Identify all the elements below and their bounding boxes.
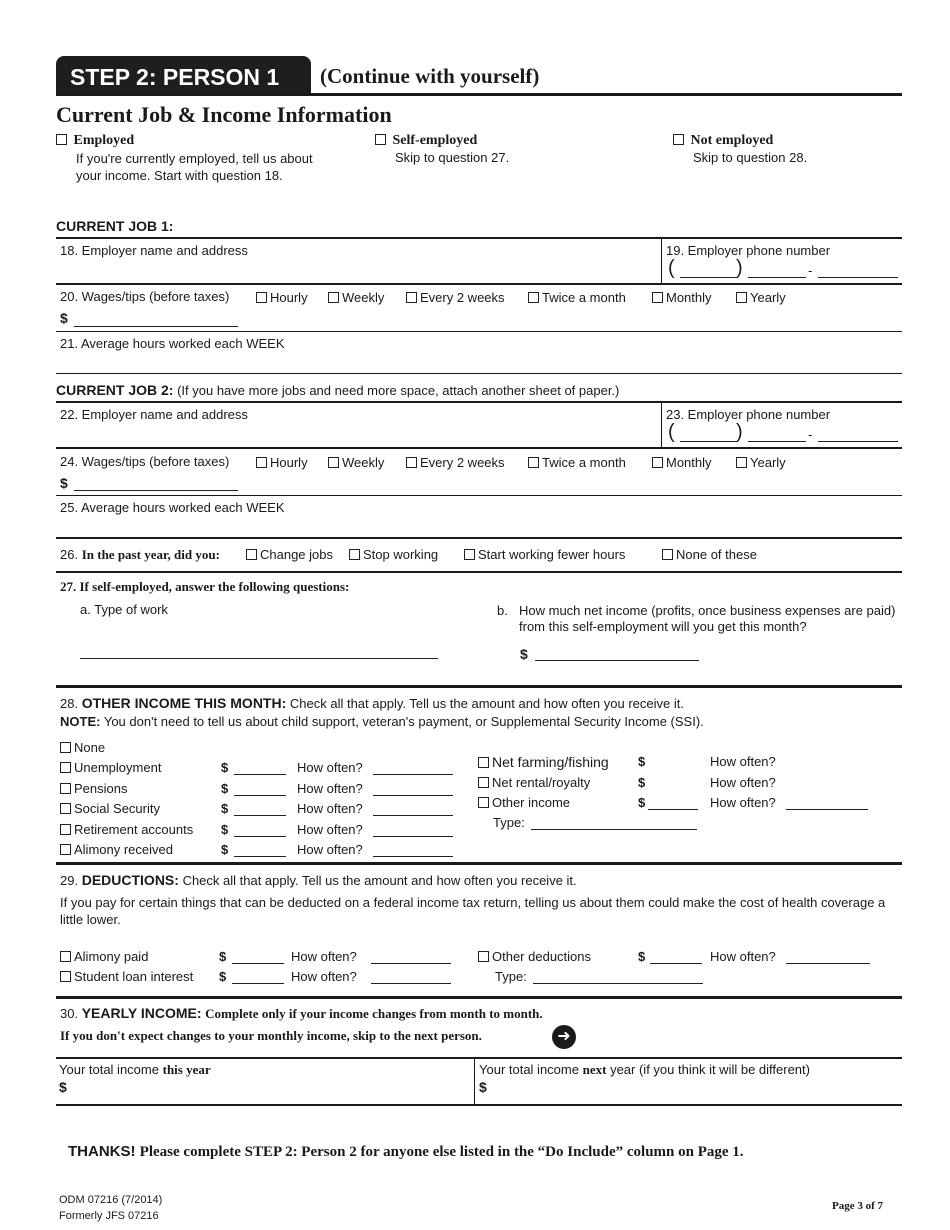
q28-rule bbox=[56, 862, 902, 865]
q26-number: 26. bbox=[60, 547, 79, 562]
q26-stop-working[interactable]: Stop working bbox=[349, 547, 438, 562]
footer-page: Page 3 of 7 bbox=[832, 1200, 884, 1212]
q27b-letter: b. bbox=[497, 603, 508, 618]
phone-paren-open: ( bbox=[668, 257, 675, 279]
q29-student-loan[interactable]: Student loan interest $ How often? bbox=[60, 969, 460, 987]
q30-top-rule bbox=[56, 1057, 902, 1059]
q27b-dollar: $ bbox=[520, 646, 528, 662]
q25-label: 25. Average hours worked each WEEK bbox=[60, 500, 285, 515]
q20-hourly[interactable]: Hourly bbox=[256, 290, 308, 305]
job2-top-rule bbox=[56, 401, 902, 403]
footer-form-id: ODM 07216 (7/2014) bbox=[59, 1194, 163, 1206]
job1-heading: CURRENT JOB 1: bbox=[56, 218, 174, 234]
employed-text: If you're currently employed, tell us about your income. Start with question 18. bbox=[76, 151, 313, 183]
job2-rule-4 bbox=[56, 537, 902, 539]
q30-skip: If you don't expect changes to your monthly income, skip to the next person. bbox=[60, 1028, 482, 1043]
q20-dollar: $ bbox=[60, 310, 68, 326]
q24-every-2-weeks[interactable]: Every 2 weeks bbox=[406, 455, 505, 470]
q26-rule bbox=[56, 571, 902, 573]
q30-this-year[interactable]: Your total income this year $ bbox=[59, 1062, 211, 1095]
q26-row bbox=[60, 547, 900, 565]
job1-top-rule bbox=[56, 237, 902, 239]
job1-rule-3 bbox=[56, 331, 902, 332]
q22-label: 22. Employer name and address bbox=[60, 407, 248, 422]
not-employed-label: Not employed bbox=[690, 133, 774, 148]
q20-every-2-weeks[interactable]: Every 2 weeks bbox=[406, 290, 505, 305]
q27-rule bbox=[56, 685, 902, 688]
self-employed-text: Skip to question 27. bbox=[395, 150, 510, 165]
q20-frequency bbox=[256, 290, 856, 308]
job2-divider bbox=[661, 403, 662, 447]
q30-next-year[interactable]: Your total income next year (if you think it will be different) $ bbox=[479, 1062, 810, 1095]
job2-rule-2 bbox=[56, 447, 902, 449]
q29-other-type[interactable]: Type: bbox=[495, 969, 795, 987]
q26-change-jobs[interactable]: Change jobs bbox=[246, 547, 333, 562]
q20-twice-a-month[interactable]: Twice a month bbox=[528, 290, 626, 305]
q20-monthly[interactable]: Monthly bbox=[652, 290, 712, 305]
q27b-amount-field[interactable] bbox=[535, 660, 699, 661]
q29-paragraph: If you pay for certain things that can be deducted on a federal income tax return, telling us about them could make the cost of health coverage a little lower. bbox=[60, 895, 886, 927]
q20-label: 20. Wages/tips (before taxes) bbox=[60, 289, 230, 304]
q21-label: 21. Average hours worked each WEEK bbox=[60, 336, 285, 351]
not-employed-checkbox[interactable] bbox=[673, 134, 684, 145]
q20-yearly[interactable]: Yearly bbox=[736, 290, 786, 305]
not-employed-text: Skip to question 28. bbox=[693, 150, 808, 165]
footer-formerly: Formerly JFS 07216 bbox=[59, 1210, 159, 1222]
q24-label: 24. Wages/tips (before taxes) bbox=[60, 454, 230, 469]
phone-paren-close: ) bbox=[736, 421, 743, 443]
self-employed-option[interactable] bbox=[375, 133, 635, 165]
job2-heading: CURRENT JOB 2: bbox=[56, 382, 174, 398]
q27b-label: How much net income (profits, once business expenses are paid) from this self-employment will you get this month? bbox=[519, 603, 896, 634]
phone-paren-open: ( bbox=[668, 421, 675, 443]
section-title: Current Job & Income Information bbox=[56, 102, 392, 127]
q23-phone-field[interactable] bbox=[668, 421, 900, 445]
arrow-right-icon: ➜ bbox=[552, 1025, 576, 1049]
q18-label: 18. Employer name and address bbox=[60, 243, 248, 258]
q24-hourly[interactable]: Hourly bbox=[256, 455, 308, 470]
q28-note: NOTE: You don't need to tell us about child support, veteran's payment, or Supplemental Security Income (SSI). bbox=[60, 714, 704, 729]
thanks-line: THANKS! Please complete STEP 2: Person 2 for anyone else listed in the “Do Include” column on Page 1. bbox=[68, 1143, 744, 1160]
header-rule bbox=[56, 93, 902, 96]
q24-dollar: $ bbox=[60, 475, 68, 491]
step-tab: STEP 2: PERSON 1 bbox=[56, 56, 311, 96]
q20-weekly[interactable]: Weekly bbox=[328, 290, 384, 305]
phone-dash: - bbox=[808, 263, 813, 278]
q19-phone-field[interactable] bbox=[668, 257, 900, 281]
q24-frequency bbox=[256, 455, 856, 473]
job2-heading-row bbox=[56, 382, 619, 398]
q26-prompt: In the past year, did you: bbox=[81, 547, 220, 562]
q24-twice-a-month[interactable]: Twice a month bbox=[528, 455, 626, 470]
q28-left-list: Unemployment $ How often? Pensions $ How often? Social Security $ How often? Retirement accounts $ How often? Alimony received $ How often? bbox=[60, 760, 460, 864]
phone-paren-close: ) bbox=[736, 257, 743, 279]
q28-none[interactable]: None bbox=[60, 740, 105, 755]
q26-none[interactable]: None of these bbox=[662, 547, 757, 562]
q27-prompt: 27. If self-employed, answer the following questions: bbox=[60, 579, 350, 594]
q24-monthly[interactable]: Monthly bbox=[652, 455, 712, 470]
job2-heading-note: (If you have more jobs and need more space, attach another sheet of paper.) bbox=[177, 383, 620, 398]
job1-divider bbox=[661, 239, 662, 283]
q29-heading: 29. DEDUCTIONS: Check all that apply. Tell us the amount and how often you receive it. bbox=[60, 872, 577, 888]
q28-heading: 28. OTHER INCOME THIS MONTH: Check all that apply. Tell us the amount and how often you receive it. bbox=[60, 695, 684, 711]
q29-rule bbox=[56, 996, 902, 999]
employed-label: Employed bbox=[73, 133, 135, 148]
q23-label: 23. Employer phone number bbox=[666, 407, 831, 422]
q28-right-list: Net farming/fishing $ How often? Net rental/royalty $ How often? Other income $ How often? Type: bbox=[478, 754, 898, 834]
q27a-field[interactable] bbox=[80, 658, 438, 659]
job2-rule-3 bbox=[56, 495, 902, 496]
self-employed-checkbox[interactable] bbox=[375, 134, 386, 145]
employed-checkbox[interactable] bbox=[56, 134, 67, 145]
q30-heading: 30. YEARLY INCOME: Complete only if your income changes from month to month. bbox=[60, 1005, 543, 1021]
employed-option[interactable] bbox=[56, 133, 316, 184]
q27a-label: a. Type of work bbox=[80, 602, 168, 617]
q30-bottom-rule bbox=[56, 1104, 902, 1106]
job1-rule-2 bbox=[56, 283, 902, 285]
step-subtitle: (Continue with yourself) bbox=[320, 64, 540, 88]
phone-dash: - bbox=[808, 427, 813, 442]
q19-label: 19. Employer phone number bbox=[666, 243, 831, 258]
q29-alimony-paid[interactable]: Alimony paid $ How often? bbox=[60, 949, 460, 967]
q20-amount-field[interactable] bbox=[74, 326, 238, 327]
q30-divider bbox=[474, 1059, 475, 1105]
self-employed-label: Self-employed bbox=[392, 133, 478, 148]
q24-amount-field[interactable] bbox=[74, 490, 238, 491]
q26-start-fewer-hours[interactable]: Start working fewer hours bbox=[464, 547, 625, 562]
not-employed-option[interactable] bbox=[673, 133, 903, 165]
q24-weekly[interactable]: Weekly bbox=[328, 455, 384, 470]
q24-yearly[interactable]: Yearly bbox=[736, 455, 786, 470]
job1-rule-4 bbox=[56, 373, 902, 374]
q29-other-deductions[interactable]: Other deductions $ How often? bbox=[478, 949, 898, 967]
